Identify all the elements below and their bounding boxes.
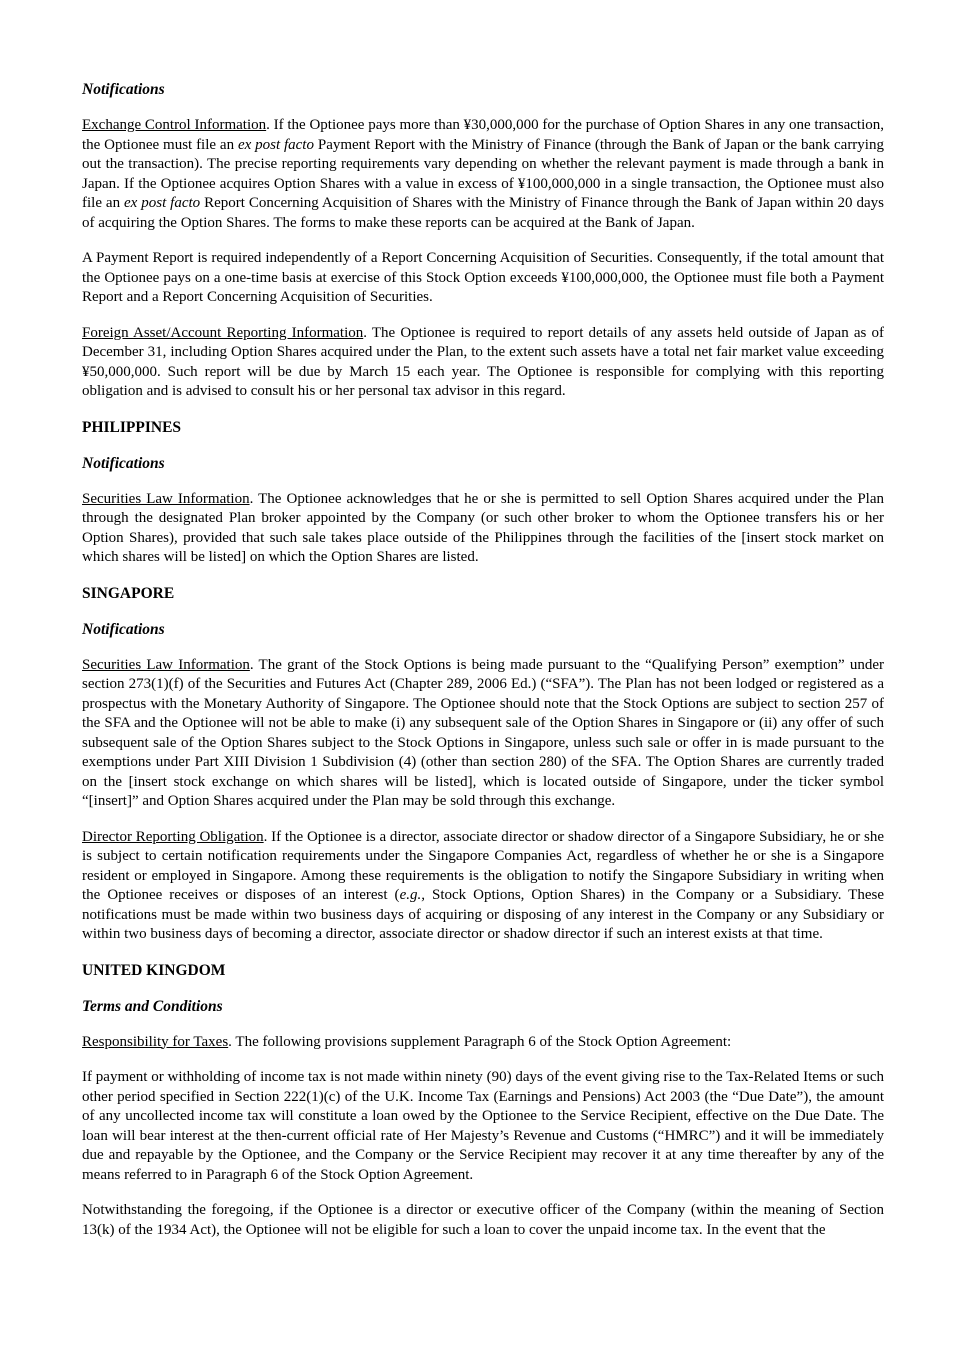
japan-notifications-heading: Notifications — [82, 81, 165, 98]
uk-notwithstanding-paragraph: Notwithstanding the foregoing, if the Optionee is a director or executive officer of the Company (within the meaning of Section 13(k) of the 1934 Act), the Optionee will not be eligible for such a loan to cover the unpaid income tax. In the event that the — [82, 1202, 884, 1238]
philippines-securities-paragraph: Securities Law Information. The Optionee acknowledges that he or she is permitted to sell Option Shares acquired under the Plan through the designated Plan broker appointed by the Company (or such other broker to whom the Optionee transfers his or her Option Shares), provided that such sale takes place outside of the Philippines through the facilities of the [insert stock market on which shares will be listed] on which the Option Shares are listed. — [82, 490, 884, 565]
philippines-notifications-heading: Notifications — [82, 454, 165, 472]
philippines-securities-title: Securities Law Information — [82, 490, 250, 507]
foreign-asset-title: Foreign Asset/Account Reporting Information — [82, 324, 364, 341]
united-kingdom-heading: UNITED KINGDOM — [82, 961, 226, 979]
singapore-notifications-heading: Notifications — [82, 620, 165, 638]
uk-taxes-paragraph: Responsibility for Taxes. The following provisions supplement Paragraph 6 of the Stock Option Agreement: — [82, 1033, 732, 1050]
singapore-securities-paragraph: Securities Law Information. The grant of the Stock Options is being made pursuant to the “Qualifying Person” exemption” under section 273(1)(f) of the Securities and Futures Act (Chapter 289, 2006 Ed.) (“SFA”). The Plan has not been lodged or registered as a prospectus with the Monetary Authority of Singapore. The Optionee should note that the Stock Options are subject to section 257 of the SFA and the Optionee will not be able to make (i) any subsequent sale of the Option Shares in Singapore or (ii) any offer of such subsequent sale of the Option Shares subject to the Stock Options in Singapore, unless such sale or offer in is made pursuant to the exemptions under Part XIII Division 1 Subdivision (4) (other than section 280) of the SFA. The Option Shares are currently traded on the [insert stock exchange on which shares will be listed], which is located outside of Singapore, under the ticker symbol “[insert]” and Option Shares acquired under the Plan may be sold through this exchange. — [82, 656, 885, 809]
payment-report-paragraph: A Payment Report is required independently of a Report Concerning Acquisition of Securities. Consequently, if the total amount that the Optionee pays on a one-time basis at exercise of this Stock Option exceeds ¥100,000,000, the Optionee must file both a Payment Report and a Report Concerning Acquisition of Securities. — [82, 250, 884, 305]
uk-taxes-title: Responsibility for Taxes — [82, 1033, 229, 1050]
director-reporting-title: Director Reporting Obligation — [82, 828, 264, 845]
uk-loan-paragraph: If payment or withholding of income tax is not made within ninety (90) days of the event giving rise to the Tax-Related Items or such other period specified in Section 222(1)(c) of the U.K. Income Tax (Earnings and Pensions) Act 2003 (the “Due Date”), the amount of any uncollected income tax will constitute a loan owed by the Optionee to the Service Recipient, effective on the Due Date. The loan will bear interest at the then-current official rate of Her Majesty’s Revenue and Customs (“HMRC”) and it will be immediately due and repayable by the Optionee, and the Company or the Service Recipient may recover it at any time thereafter by any of the means referred to in Paragraph 6 of the Stock Option Agreement. — [82, 1069, 884, 1183]
director-reporting-paragraph: Director Reporting Obligation. If the Optionee is a director, associate director or shadow director of a Singapore Subsidiary, he or she is subject to certain notification requirements under the Singapore Companies Act, regardless of whether he or she is a Singapore resident or employed in Singapore. Among these requirements is the obligation to notify the Singapore Subsidiary in writing when the Optionee receives or disposes of an interest (e.g., Stock Options, Option Shares) in the Company or a Subsidiary. These notifications must be made within two business days of acquiring or disposing of any interest in the Company or any Subsidiary or within two business days of becoming a director, associate director or shadow director if such an interest exists at that time. — [82, 828, 884, 942]
philippines-heading: PHILIPPINES — [82, 418, 182, 436]
exchange-control-title: Exchange Control Information — [82, 117, 267, 133]
uk-terms-heading: Terms and Conditions — [82, 997, 223, 1015]
exchange-control-paragraph: Exchange Control Information. If the Optionee pays more than ¥30,000,000 for the purchase of Option Shares in any one transaction, the Optionee must file an ex post facto Payment Report with the Ministry of Finance (through the Bank of Japan or the bank carrying out the transaction). The precise reporting requirements vary depending on whether the relevant payment is made through a bank in Japan. If the Optionee acquires Option Shares with a value in excess of ¥100,000,000 in a single transaction, the Optionee must also file an ex post facto Report Concerning Acquisition of Shares with the Ministry of Finance through the Bank of Japan within 20 days of acquiring the Option Shares. The forms to make these reports can be acquired at the Bank of Japan. — [82, 117, 884, 231]
singapore-heading: SINGAPORE — [82, 584, 175, 602]
foreign-asset-paragraph: Foreign Asset/Account Reporting Information. The Optionee is required to report details of any assets held outside of Japan as of December 31, including Option Shares acquired under the Plan, to the extent such assets have a total net fair market value exceeding ¥50,000,000. Such report will be due by March 15 each year. The Optionee is responsible for complying with this reporting obligation and is advised to consult his or her personal tax advisor in this regard. — [82, 324, 884, 399]
singapore-securities-title: Securities Law Information — [82, 656, 250, 673]
